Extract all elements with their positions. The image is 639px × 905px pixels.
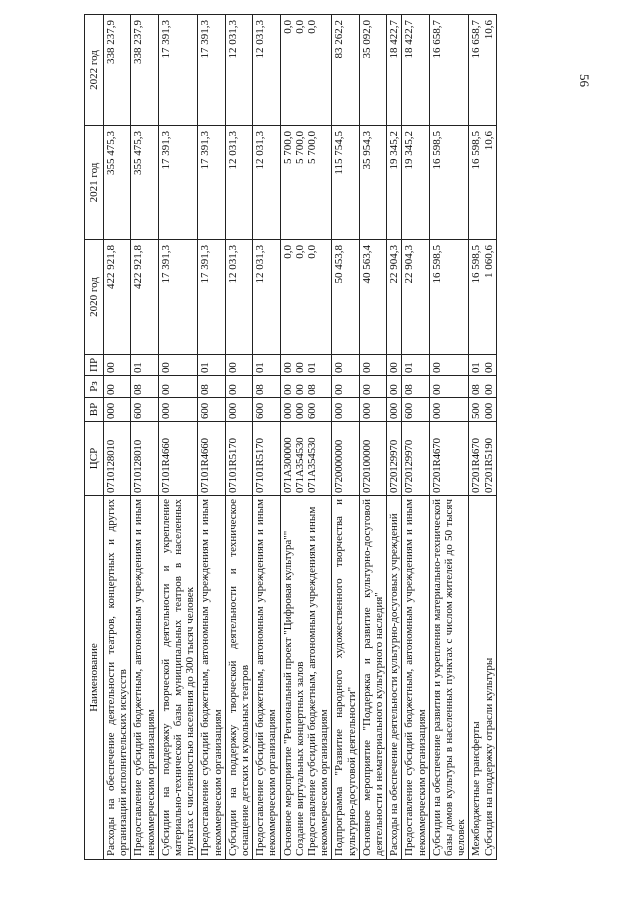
cell-2021: 19 345,2 xyxy=(387,126,402,240)
cell-2022: 338 237,9 xyxy=(131,15,158,126)
cell-2021: 16 598,5 xyxy=(429,126,469,240)
cell-pr: 01 xyxy=(253,355,280,376)
cell-pr: 01 xyxy=(198,355,225,376)
cell-name: Предоставление субсидий бюджетным, автономным учреждениям и иным некоммерческим организациям xyxy=(131,496,158,860)
cell-name: Субсидии на обеспечение развития и укрепления материально-технической базы домов культуры в населенных пунктах с числом жителей до 50 тысяч человек xyxy=(429,496,469,860)
cell-csr: 0720129970 xyxy=(402,422,429,496)
cell-2021: 16 598,5 10,6 xyxy=(469,126,496,240)
header-pr: ПР xyxy=(85,355,104,376)
cell-rz: 00 xyxy=(158,376,198,398)
cell-2021: 5 700,0 5 700,0 5 700,0 xyxy=(280,126,332,240)
cell-2022: 0,0 0,0 0,0 xyxy=(280,15,332,126)
cell-2022: 16 658,7 10,6 xyxy=(469,15,496,126)
table-body xyxy=(104,15,497,860)
cell-2021: 35 954,3 xyxy=(359,126,386,240)
cell-2021: 17 391,3 xyxy=(158,126,198,240)
cell-2021: 355 475,3 xyxy=(104,126,131,240)
cell-2021: 12 031,3 xyxy=(225,126,252,240)
header-rz: Рз xyxy=(85,376,104,398)
cell-csr: 0720100000 xyxy=(359,422,386,496)
cell-pr: 00 xyxy=(429,355,469,376)
table-row xyxy=(402,15,429,860)
cell-2020: 22 904,3 xyxy=(402,240,429,355)
cell-name: Предоставление субсидий бюджетным, автономным учреждениям и иным некоммерческим организациям xyxy=(198,496,225,860)
cell-2022: 12 031,3 xyxy=(225,15,252,126)
cell-2021: 19 345,2 xyxy=(402,126,429,240)
table-row xyxy=(429,15,469,860)
cell-csr: 0720129970 xyxy=(387,422,402,496)
cell-csr: 07201R4670 07201R5190 xyxy=(469,422,496,496)
cell-rz: 00 00 08 xyxy=(280,376,332,398)
cell-vr: 500 000 xyxy=(469,398,496,422)
cell-2021: 355 475,3 xyxy=(131,126,158,240)
cell-vr: 000 xyxy=(158,398,198,422)
cell-vr: 000 xyxy=(359,398,386,422)
page-number: 56 xyxy=(577,74,592,87)
cell-csr: 0710128010 xyxy=(131,422,158,496)
cell-name: Предоставление субсидий бюджетным, автономным учреждениям и иным некоммерческим организациям xyxy=(253,496,280,860)
cell-2022: 35 092,0 xyxy=(359,15,386,126)
cell-name: Субсидии на поддержку творческой деятельности и укрепление материально-технической базы муниципальных театров в населенных пунктах с численностью населения до 300 тысяч человек xyxy=(158,496,198,860)
cell-rz: 08 xyxy=(198,376,225,398)
cell-pr: 00 00 01 xyxy=(280,355,332,376)
cell-2022: 18 422,7 xyxy=(402,15,429,126)
header-vr: ВР xyxy=(85,398,104,422)
cell-2020: 16 598,5 1 060,6 xyxy=(469,240,496,355)
header-2021: 2021 год xyxy=(85,126,104,240)
cell-2021: 17 391,3 xyxy=(198,126,225,240)
header-2020: 2020 год xyxy=(85,240,104,355)
cell-2020: 17 391,3 xyxy=(198,240,225,355)
cell-pr: 00 xyxy=(158,355,198,376)
table-row xyxy=(387,15,402,860)
cell-rz: 00 xyxy=(332,376,359,398)
cell-name: Подпрограмма "Развитие народного художественного творчества и культурно-досуговой деятельности" xyxy=(332,496,359,860)
table-row xyxy=(131,15,158,860)
cell-name: Расходы на обеспечение деятельности театров, концертных и других организаций исполнительских искусств xyxy=(104,496,131,860)
cell-2022: 16 658,7 xyxy=(429,15,469,126)
cell-vr: 600 xyxy=(253,398,280,422)
cell-2021: 115 754,5 xyxy=(332,126,359,240)
table-row xyxy=(225,15,252,860)
cell-name: Предоставление субсидий бюджетным, автономным учреждениям и иным некоммерческим организациям xyxy=(402,496,429,860)
table-row xyxy=(253,15,280,860)
header-2022: 2022 год xyxy=(85,15,104,126)
cell-2020: 422 921,8 xyxy=(104,240,131,355)
cell-name: Основное мероприятие "Поддержка и развитие культурно-досуговой деятельности и нематериального культурного наследия" xyxy=(359,496,386,860)
cell-2020: 12 031,3 xyxy=(253,240,280,355)
cell-pr: 00 xyxy=(225,355,252,376)
cell-rz: 00 xyxy=(429,376,469,398)
cell-2021: 12 031,3 xyxy=(253,126,280,240)
cell-2022: 18 422,7 xyxy=(387,15,402,126)
cell-vr: 600 xyxy=(402,398,429,422)
cell-vr: 000 xyxy=(387,398,402,422)
table-row xyxy=(104,15,131,860)
cell-2020: 0,0 0,0 0,0 xyxy=(280,240,332,355)
cell-pr: 00 xyxy=(104,355,131,376)
cell-pr: 01 00 xyxy=(469,355,496,376)
cell-name: Основное мероприятие "Региональный проект "Цифровая культура"" Создание виртуальных концертных залов Предоставление субсидий бюджетным, автономным учреждениям и иным некоммерческим организациям xyxy=(280,496,332,860)
cell-name: Межбюджетные трансферты Субсидия на поддержку отрасли культуры xyxy=(469,496,496,860)
cell-vr: 000 xyxy=(225,398,252,422)
header-name: Наименование xyxy=(85,496,104,860)
cell-pr: 00 xyxy=(387,355,402,376)
cell-csr: 07101R5170 xyxy=(225,422,252,496)
rotated-page xyxy=(84,15,639,860)
cell-name: Субсидии на поддержку творческой деятельности и техническое оснащение детских и кукольных театров xyxy=(225,496,252,860)
cell-vr: 600 xyxy=(198,398,225,422)
cell-csr: 0720000000 xyxy=(332,422,359,496)
cell-csr: 071A300000 071A354530 071A354530 xyxy=(280,422,332,496)
cell-rz: 08 xyxy=(131,376,158,398)
table-row xyxy=(469,15,496,860)
cell-rz: 08 00 xyxy=(469,376,496,398)
cell-pr: 00 xyxy=(359,355,386,376)
cell-rz: 00 xyxy=(104,376,131,398)
cell-name: Расходы на обеспечение деятельности культурно-досуговых учреждений xyxy=(387,496,402,860)
cell-vr: 600 xyxy=(131,398,158,422)
budget-table xyxy=(84,14,497,860)
cell-pr: 01 xyxy=(402,355,429,376)
cell-2020: 22 904,3 xyxy=(387,240,402,355)
cell-2020: 422 921,8 xyxy=(131,240,158,355)
cell-csr: 07101R5170 xyxy=(253,422,280,496)
cell-csr: 07201R4670 xyxy=(429,422,469,496)
cell-2022: 17 391,3 xyxy=(158,15,198,126)
cell-rz: 08 xyxy=(402,376,429,398)
cell-2022: 17 391,3 xyxy=(198,15,225,126)
cell-rz: 08 xyxy=(253,376,280,398)
cell-pr: 00 xyxy=(332,355,359,376)
cell-vr: 000 xyxy=(332,398,359,422)
table-row xyxy=(280,15,332,860)
cell-pr: 01 xyxy=(131,355,158,376)
cell-rz: 00 xyxy=(225,376,252,398)
cell-vr: 000 xyxy=(429,398,469,422)
cell-2020: 40 563,4 xyxy=(359,240,386,355)
cell-2022: 12 031,3 xyxy=(253,15,280,126)
cell-2020: 16 598,5 xyxy=(429,240,469,355)
cell-csr: 07101R4660 xyxy=(158,422,198,496)
cell-csr: 07101R4660 xyxy=(198,422,225,496)
cell-rz: 00 xyxy=(359,376,386,398)
table-row xyxy=(332,15,359,860)
cell-2020: 17 391,3 xyxy=(158,240,198,355)
table-row xyxy=(359,15,386,860)
cell-2020: 12 031,3 xyxy=(225,240,252,355)
header-csr: ЦСР xyxy=(85,422,104,496)
table-row xyxy=(198,15,225,860)
cell-2020: 50 453,8 xyxy=(332,240,359,355)
cell-2022: 338 237,9 xyxy=(104,15,131,126)
cell-vr: 000 xyxy=(104,398,131,422)
cell-vr: 000 000 600 xyxy=(280,398,332,422)
cell-csr: 0710128010 xyxy=(104,422,131,496)
cell-2022: 83 262,2 xyxy=(332,15,359,126)
cell-rz: 00 xyxy=(387,376,402,398)
table-header-row xyxy=(85,15,104,860)
table-row xyxy=(158,15,198,860)
